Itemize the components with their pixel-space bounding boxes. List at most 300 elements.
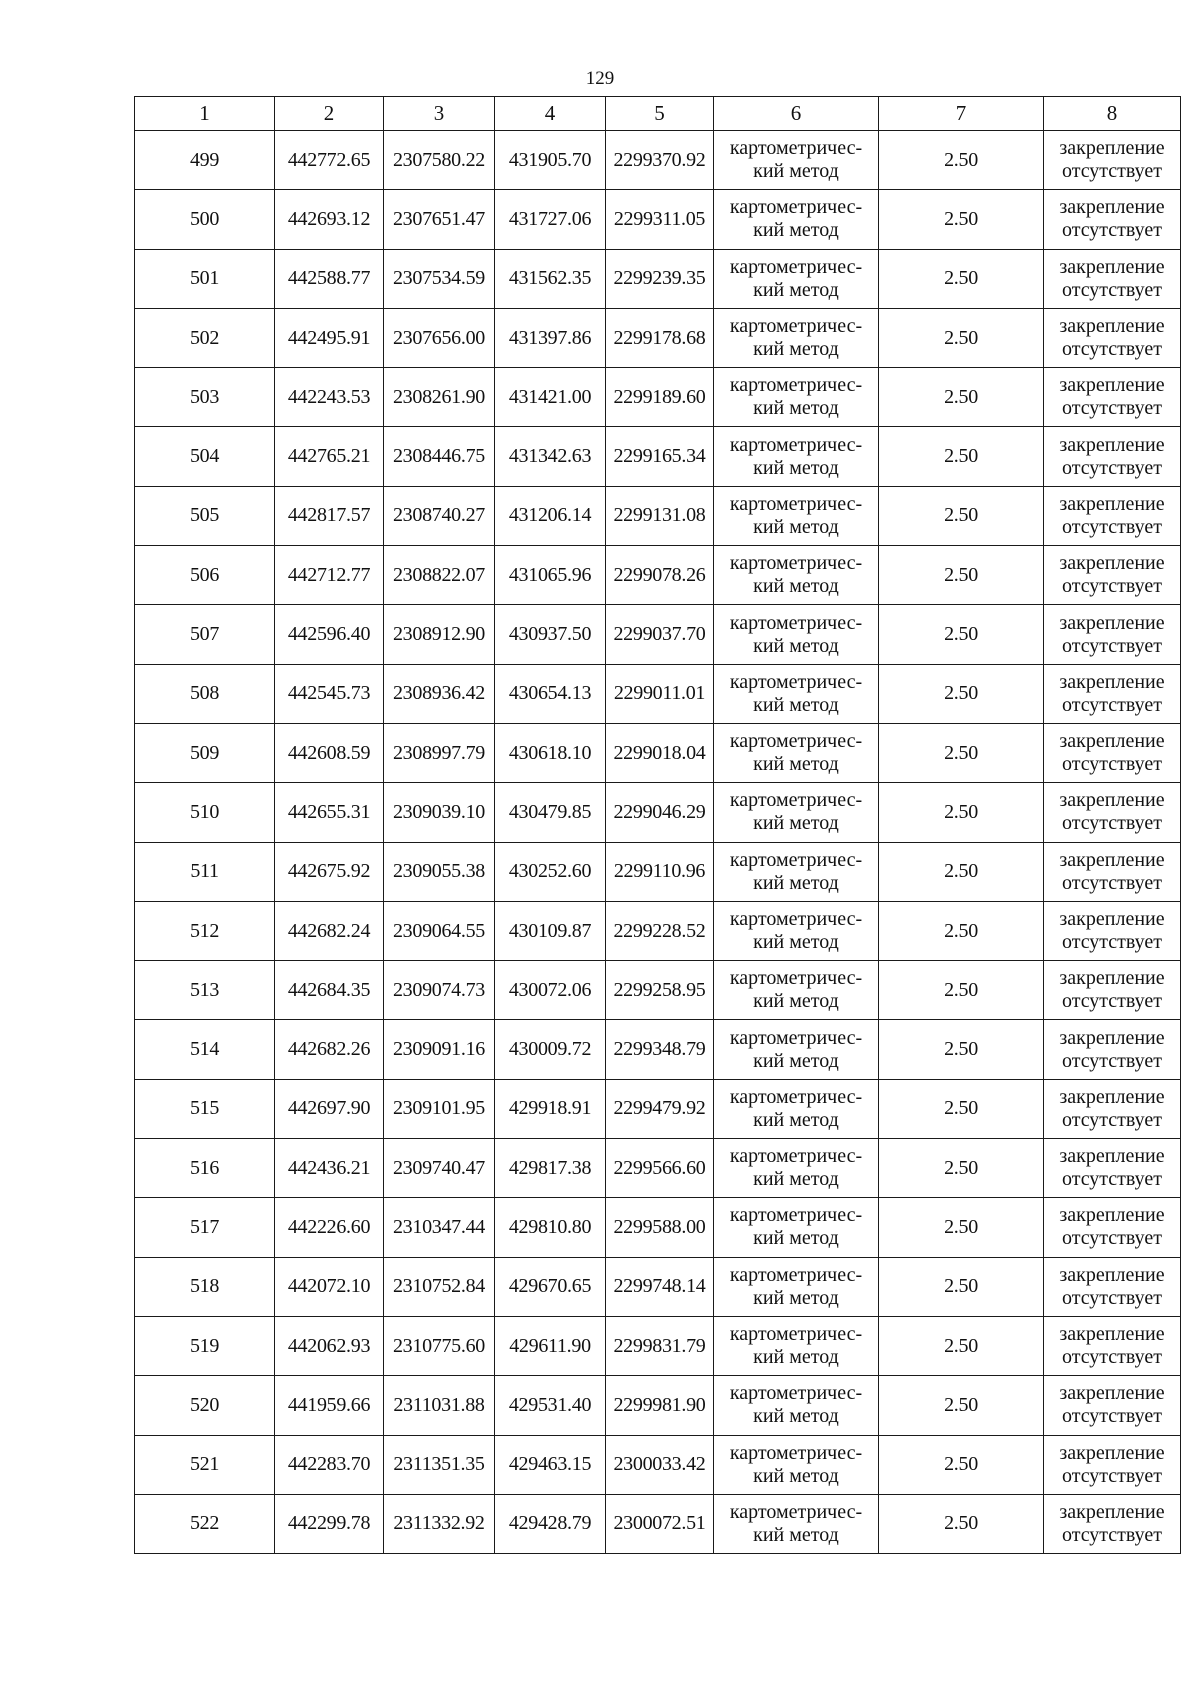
coord-x-2-cell: 431421.00 [495,368,606,427]
method-cell [714,664,879,723]
fixation-cell [1044,723,1181,782]
coord-y-2-cell: 2299370.92 [606,131,714,190]
column-header: 5 [606,97,714,131]
method-text: картометричес- [729,552,863,575]
coord-y-2-cell: 2299131.08 [606,486,714,545]
method-cell [714,546,879,605]
fixation-text: отсутствует [1061,693,1163,716]
fixation-cell [1044,368,1181,427]
column-header: 1 [135,97,275,131]
method-text: картометричес- [729,789,863,812]
coord-x-1-cell: 442772.65 [275,131,384,190]
method-text: картометричес- [729,730,863,753]
table-row [135,783,1181,842]
coord-y-2-cell: 2299239.35 [606,249,714,308]
point-number-cell: 507 [135,605,275,664]
coord-x-2-cell: 431397.86 [495,308,606,367]
fixation-text: закрепление [1059,1085,1165,1108]
table-row [135,901,1181,960]
method-text: кий метод [753,515,839,538]
accuracy-cell: 2.50 [879,664,1044,723]
fixation-text: отсутствует [1061,456,1163,479]
method-cell [714,723,879,782]
point-number-cell: 520 [135,1376,275,1435]
method-text: картометричес- [729,433,863,456]
point-number-cell: 502 [135,308,275,367]
coord-x-2-cell: 430072.06 [495,961,606,1020]
table-row [135,961,1181,1020]
method-text: картометричес- [729,374,863,397]
method-cell [714,1494,879,1553]
method-text: кий метод [753,1286,839,1309]
point-number-cell: 517 [135,1198,275,1257]
fixation-cell [1044,546,1181,605]
fixation-text: отсутствует [1061,931,1163,953]
fixation-cell [1044,1198,1181,1257]
fixation-text: отсутствует [1061,575,1163,598]
method-text: картометричес- [729,1441,863,1464]
coord-x-2-cell: 429611.90 [495,1316,606,1375]
accuracy-cell: 2.50 [879,1376,1044,1435]
coord-x-2-cell: 430618.10 [495,723,606,782]
fixation-text: закрепление [1059,255,1165,278]
accuracy-cell: 2.50 [879,1494,1044,1553]
method-text: картометричес- [729,670,863,693]
accuracy-cell: 2.50 [879,427,1044,486]
accuracy-cell: 2.50 [879,901,1044,960]
fixation-cell [1044,783,1181,842]
method-text: картометричес- [729,967,863,990]
method-text: кий метод [753,1049,839,1072]
coord-y-2-cell: 2299311.05 [606,190,714,249]
method-text: кий метод [753,1405,839,1428]
fixation-cell [1044,1435,1181,1494]
fixation-cell [1044,1494,1181,1553]
point-number-cell: 501 [135,249,275,308]
coord-y-2-cell: 2299110.96 [606,842,714,901]
fixation-text: закрепление [1059,1263,1165,1286]
coord-x-2-cell: 431562.35 [495,249,606,308]
method-cell [714,1257,879,1316]
method-cell [714,486,879,545]
fixation-text: закрепление [1059,492,1165,515]
method-cell [714,783,879,842]
coord-y-1-cell: 2309074.73 [384,961,495,1020]
coord-x-2-cell: 431342.63 [495,427,606,486]
table-row [135,723,1181,782]
method-cell [714,1435,879,1494]
coord-y-2-cell: 2299037.70 [606,605,714,664]
method-text: картометричес- [729,1500,863,1523]
fixation-text: закрепление [1059,789,1165,812]
accuracy-cell: 2.50 [879,368,1044,427]
coord-x-1-cell: 442596.40 [275,605,384,664]
method-text: кий метод [753,397,839,420]
coord-x-2-cell: 431727.06 [495,190,606,249]
method-text: кий метод [753,1227,839,1250]
method-cell [714,1376,879,1435]
fixation-text: закрепление [1059,908,1165,930]
coordinates-table [134,96,1181,1554]
method-text: картометричес- [729,1026,863,1049]
coord-x-1-cell: 442072.10 [275,1257,384,1316]
fixation-text: закрепление [1059,433,1165,456]
coord-x-1-cell: 442712.77 [275,546,384,605]
fixation-cell [1044,1316,1181,1375]
fixation-text: отсутствует [1061,1108,1163,1131]
table-row [135,1139,1181,1198]
fixation-cell [1044,427,1181,486]
coord-x-1-cell: 442765.21 [275,427,384,486]
table-row [135,664,1181,723]
fixation-text: отсутствует [1061,1049,1163,1072]
table-row [135,486,1181,545]
coord-y-1-cell: 2308997.79 [384,723,495,782]
fixation-text: отсутствует [1061,1523,1163,1546]
coord-y-2-cell: 2299011.01 [606,664,714,723]
coord-y-1-cell: 2307651.47 [384,190,495,249]
method-cell [714,368,879,427]
accuracy-cell: 2.50 [879,842,1044,901]
method-text: картометричес- [729,908,863,930]
table-row [135,1079,1181,1138]
fixation-text: закрепление [1059,1145,1165,1168]
coord-x-1-cell: 442684.35 [275,961,384,1020]
method-text: кий метод [753,1108,839,1131]
coord-x-1-cell: 442243.53 [275,368,384,427]
coord-x-1-cell: 442299.78 [275,1494,384,1553]
accuracy-cell: 2.50 [879,131,1044,190]
fixation-cell [1044,901,1181,960]
fixation-text: закрепление [1059,552,1165,575]
coord-x-1-cell: 442283.70 [275,1435,384,1494]
method-text: кий метод [753,990,839,1013]
coord-x-1-cell: 442682.26 [275,1020,384,1079]
table-row [135,1257,1181,1316]
fixation-text: закрепление [1059,1382,1165,1405]
fixation-cell [1044,1257,1181,1316]
coord-y-1-cell: 2309064.55 [384,901,495,960]
method-text: кий метод [753,634,839,657]
coord-y-1-cell: 2308740.27 [384,486,495,545]
coord-x-1-cell: 442675.92 [275,842,384,901]
coord-x-1-cell: 442545.73 [275,664,384,723]
method-text: кий метод [753,575,839,598]
table-row [135,308,1181,367]
point-number-cell: 500 [135,190,275,249]
fixation-cell [1044,961,1181,1020]
coord-x-2-cell: 429531.40 [495,1376,606,1435]
column-header: 2 [275,97,384,131]
coord-x-1-cell: 442682.24 [275,901,384,960]
column-header: 3 [384,97,495,131]
coord-y-1-cell: 2308912.90 [384,605,495,664]
fixation-cell [1044,249,1181,308]
accuracy-cell: 2.50 [879,190,1044,249]
fixation-text: отсутствует [1061,812,1163,835]
method-cell [714,249,879,308]
coord-y-1-cell: 2308822.07 [384,546,495,605]
fixation-text: закрепление [1059,374,1165,397]
point-number-cell: 514 [135,1020,275,1079]
method-text: кий метод [753,931,839,953]
method-text: картометричес- [729,611,863,634]
coord-x-2-cell: 430937.50 [495,605,606,664]
coord-x-1-cell: 442436.21 [275,1139,384,1198]
method-cell [714,1316,879,1375]
coord-x-2-cell: 431206.14 [495,486,606,545]
fixation-text: отсутствует [1061,1464,1163,1487]
method-cell [714,308,879,367]
method-cell [714,842,879,901]
accuracy-cell: 2.50 [879,308,1044,367]
method-text: кий метод [753,871,839,894]
accuracy-cell: 2.50 [879,723,1044,782]
fixation-text: закрепление [1059,611,1165,634]
point-number-cell: 509 [135,723,275,782]
fixation-cell [1044,1376,1181,1435]
fixation-text: отсутствует [1061,990,1163,1013]
fixation-text: закрепление [1059,1204,1165,1227]
coord-x-2-cell: 430009.72 [495,1020,606,1079]
column-header: 4 [495,97,606,131]
coord-x-2-cell: 429918.91 [495,1079,606,1138]
method-text: картометричес- [729,848,863,871]
coord-y-1-cell: 2311031.88 [384,1376,495,1435]
method-cell [714,605,879,664]
method-text: картометричес- [729,1204,863,1227]
fixation-text: закрепление [1059,848,1165,871]
accuracy-cell: 2.50 [879,961,1044,1020]
point-number-cell: 518 [135,1257,275,1316]
coord-y-2-cell: 2299588.00 [606,1198,714,1257]
fixation-cell [1044,1079,1181,1138]
coord-y-2-cell: 2299018.04 [606,723,714,782]
fixation-cell [1044,486,1181,545]
coord-y-2-cell: 2299228.52 [606,901,714,960]
column-header: 6 [714,97,879,131]
method-text: кий метод [753,1346,839,1369]
method-text: картометричес- [729,492,863,515]
accuracy-cell: 2.50 [879,1435,1044,1494]
accuracy-cell: 2.50 [879,249,1044,308]
coord-x-2-cell: 429463.15 [495,1435,606,1494]
method-text: картометричес- [729,137,863,160]
point-number-cell: 503 [135,368,275,427]
fixation-cell [1044,131,1181,190]
method-text: кий метод [753,693,839,716]
accuracy-cell: 2.50 [879,783,1044,842]
coord-y-2-cell: 2299078.26 [606,546,714,605]
method-cell [714,190,879,249]
coord-y-2-cell: 2299566.60 [606,1139,714,1198]
accuracy-cell: 2.50 [879,1139,1044,1198]
fixation-cell [1044,842,1181,901]
method-text: картометричес- [729,1263,863,1286]
fixation-text: отсутствует [1061,397,1163,420]
method-text: картометричес- [729,1145,863,1168]
table-row [135,1198,1181,1257]
fixation-text: закрепление [1059,670,1165,693]
point-number-cell: 519 [135,1316,275,1375]
coord-y-1-cell: 2310752.84 [384,1257,495,1316]
coord-x-2-cell: 431905.70 [495,131,606,190]
coord-y-1-cell: 2309039.10 [384,783,495,842]
coord-y-2-cell: 2300072.51 [606,1494,714,1553]
coord-x-2-cell: 430109.87 [495,901,606,960]
fixation-text: закрепление [1059,137,1165,160]
accuracy-cell: 2.50 [879,1079,1044,1138]
fixation-text: отсутствует [1061,1227,1163,1250]
fixation-text: закрепление [1059,1323,1165,1346]
method-cell [714,1020,879,1079]
table-row [135,1376,1181,1435]
fixation-text: отсутствует [1061,338,1163,361]
table-row [135,1494,1181,1553]
fixation-text: закрепление [1059,1500,1165,1523]
method-text: кий метод [753,219,839,242]
coord-x-1-cell: 442588.77 [275,249,384,308]
point-number-cell: 506 [135,546,275,605]
coord-y-2-cell: 2300033.42 [606,1435,714,1494]
method-text: кий метод [753,1523,839,1546]
accuracy-cell: 2.50 [879,1316,1044,1375]
fixation-text: отсутствует [1061,1346,1163,1369]
fixation-cell [1044,190,1181,249]
fixation-text: отсутствует [1061,515,1163,538]
table-row [135,131,1181,190]
point-number-cell: 512 [135,901,275,960]
fixation-text: закрепление [1059,315,1165,338]
coord-x-2-cell: 430479.85 [495,783,606,842]
method-text: кий метод [753,1464,839,1487]
coord-y-2-cell: 2299831.79 [606,1316,714,1375]
fixation-text: отсутствует [1061,160,1163,183]
coord-y-2-cell: 2299748.14 [606,1257,714,1316]
accuracy-cell: 2.50 [879,486,1044,545]
fixation-text: отсутствует [1061,278,1163,301]
coord-y-2-cell: 2299348.79 [606,1020,714,1079]
coord-x-1-cell: 442693.12 [275,190,384,249]
point-number-cell: 521 [135,1435,275,1494]
fixation-text: закрепление [1059,1441,1165,1464]
fixation-cell [1044,664,1181,723]
coord-y-1-cell: 2309740.47 [384,1139,495,1198]
point-number-cell: 505 [135,486,275,545]
method-text: картометричес- [729,1382,863,1405]
coord-y-2-cell: 2299258.95 [606,961,714,1020]
table-body [135,131,1181,1554]
coord-y-1-cell: 2311351.35 [384,1435,495,1494]
point-number-cell: 504 [135,427,275,486]
table-row [135,249,1181,308]
coord-y-2-cell: 2299981.90 [606,1376,714,1435]
accuracy-cell: 2.50 [879,1198,1044,1257]
coord-x-2-cell: 429810.80 [495,1198,606,1257]
coord-x-2-cell: 430252.60 [495,842,606,901]
fixation-text: закрепление [1059,1026,1165,1049]
coord-x-1-cell: 442608.59 [275,723,384,782]
coord-x-2-cell: 429670.65 [495,1257,606,1316]
method-text: кий метод [753,338,839,361]
coord-x-1-cell: 441959.66 [275,1376,384,1435]
column-header: 8 [1044,97,1181,131]
fixation-text: отсутствует [1061,753,1163,776]
coord-y-1-cell: 2307656.00 [384,308,495,367]
coord-x-2-cell: 431065.96 [495,546,606,605]
fixation-text: отсутствует [1061,219,1163,242]
method-cell [714,131,879,190]
method-cell [714,1139,879,1198]
point-number-cell: 522 [135,1494,275,1553]
method-cell [714,961,879,1020]
point-number-cell: 510 [135,783,275,842]
point-number-cell: 511 [135,842,275,901]
method-text: картометричес- [729,1323,863,1346]
accuracy-cell: 2.50 [879,1257,1044,1316]
accuracy-cell: 2.50 [879,546,1044,605]
page-number: 129 [585,68,615,89]
fixation-text: закрепление [1059,967,1165,990]
method-text: кий метод [753,160,839,183]
fixation-cell [1044,605,1181,664]
point-number-cell: 499 [135,131,275,190]
accuracy-cell: 2.50 [879,1020,1044,1079]
coord-y-1-cell: 2308936.42 [384,664,495,723]
table-row [135,190,1181,249]
coord-y-1-cell: 2307580.22 [384,131,495,190]
coord-y-1-cell: 2309091.16 [384,1020,495,1079]
table-row [135,1020,1181,1079]
table-row [135,605,1181,664]
coord-x-1-cell: 442817.57 [275,486,384,545]
coord-y-1-cell: 2309101.95 [384,1079,495,1138]
fixation-cell [1044,1020,1181,1079]
method-text: картометричес- [729,315,863,338]
method-cell [714,901,879,960]
fixation-text: отсутствует [1061,871,1163,894]
method-text: кий метод [753,1168,839,1191]
fixation-text: отсутствует [1061,1168,1163,1191]
method-text: картометричес- [729,1085,863,1108]
point-number-cell: 515 [135,1079,275,1138]
coord-y-2-cell: 2299189.60 [606,368,714,427]
method-cell [714,1198,879,1257]
coord-y-1-cell: 2308446.75 [384,427,495,486]
point-number-cell: 513 [135,961,275,1020]
point-number-cell: 508 [135,664,275,723]
fixation-text: отсутствует [1061,1405,1163,1428]
fixation-text: закрепление [1059,730,1165,753]
fixation-cell [1044,308,1181,367]
coord-x-1-cell: 442062.93 [275,1316,384,1375]
coord-y-2-cell: 2299479.92 [606,1079,714,1138]
coord-y-1-cell: 2307534.59 [384,249,495,308]
method-cell [714,1079,879,1138]
table-row [135,368,1181,427]
coord-y-2-cell: 2299165.34 [606,427,714,486]
coord-y-1-cell: 2311332.92 [384,1494,495,1553]
table-row [135,1435,1181,1494]
method-text: кий метод [753,456,839,479]
fixation-cell [1044,1139,1181,1198]
coord-y-1-cell: 2309055.38 [384,842,495,901]
point-number-cell: 516 [135,1139,275,1198]
coord-x-2-cell: 429817.38 [495,1139,606,1198]
fixation-text: отсутствует [1061,1286,1163,1309]
coord-y-1-cell: 2310775.60 [384,1316,495,1375]
accuracy-cell: 2.50 [879,605,1044,664]
